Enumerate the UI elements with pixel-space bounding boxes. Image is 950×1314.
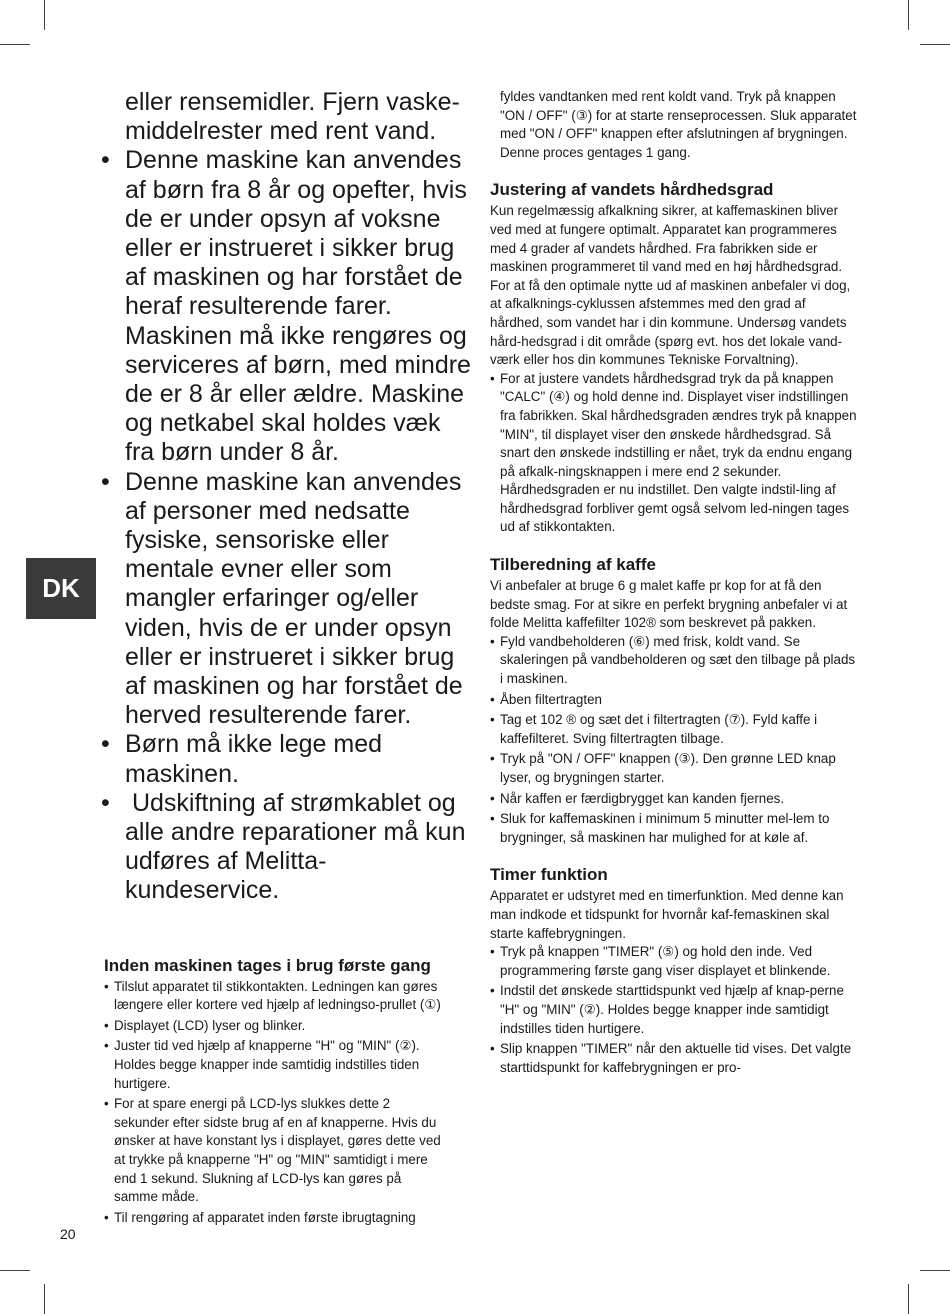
crop-mark: [44, 1284, 45, 1314]
hardness-section: [490, 180, 860, 537]
list-item: • Til rengøring af apparatet inden første ibrugtagning: [104, 1209, 444, 1228]
list-item: • Tilslut apparatet til stikkontakten. Ledningen kan gøres længere eller kortere ved hjælp af ledningso-prullet (①): [104, 978, 444, 1015]
crop-mark: [920, 1270, 950, 1271]
intro-continuation: eller rensemidler. Fjern vaskemiddelrester med rent vand.: [125, 88, 460, 146]
right-column: [490, 88, 860, 1079]
left-column: [96, 88, 476, 1229]
list-item: • For at justere vandets hårdhedsgrad tryk da på knappen "CALC" (④) og hold denne ind. Displayet viser indstillingen fra fabrikken. Skal hårdhedsgraden ændres tryk på knappen "MIN", til displayet viser den ønskede hårdhedsgrad. Så snart den ønskede indstilling er nået, tryk da endnu engang på afkalk-ningsknappen i mere end 2 sekunder. Hårdhedsgraden er nu indstillet. Den valgte indstil-ling af hårdhedsgrad forbliver gemt også selvom led-ningen tages ud af stikkontakten.: [490, 370, 860, 537]
list-item: • Juster tid ved hjælp af knapperne "H" og "MIN" (②). Holdes begge knapper inde samtidig indstilles tiden hurtigere.: [104, 1037, 444, 1093]
list-item: • Displayet (LCD) lyser og blinker.: [104, 1017, 444, 1036]
timer-list: [490, 943, 860, 1077]
list-item: • For at spare energi på LCD-lys slukkes dette 2 sekunder efter sidste brug af en af knapperne. Hvis du ønsker at have konstant lys i displayet, gøres dette ved at trykke på knapperne "H" og "MIN" samtidigt i mere end 1 sekund. Slukning af LCD-lys kan gøres på samme måde.: [104, 1095, 444, 1207]
crop-mark: [920, 44, 950, 45]
list-item: • Åben filtertragten: [490, 691, 860, 710]
language-tab: DK: [26, 558, 96, 619]
section-heading: Tilberedning af kaffe: [490, 555, 656, 575]
crop-mark: [0, 44, 30, 45]
page-number: 20: [60, 1226, 76, 1242]
crop-mark: [0, 1270, 30, 1271]
crop-mark: [908, 0, 909, 30]
list-item: • Tag et 102 ® og sæt det i filtertragten (⑦). Fyld kaffe i kaffefilteret. Sving filtertragten tilbage.: [490, 711, 860, 748]
list-item: • Tryk på knappen "TIMER" (⑤) og hold den inde. Ved programmering første gang viser displayet et blinkende.: [490, 943, 860, 980]
coffee-section: [490, 555, 860, 847]
hardness-list: [490, 370, 860, 537]
safety-item: • Børn må ikke lege med maskinen.: [96, 730, 476, 788]
crop-mark: [908, 1284, 909, 1314]
list-item: • Sluk for kaffemaskinen i minimum 5 minutter mel-lem to brygninger, så maskinen har mulighed for at køle af.: [490, 810, 860, 847]
list-item: • Når kaffen er færdigbrygget kan kanden fjernes.: [490, 790, 860, 809]
list-item: • Tryk på "ON / OFF" knappen (③). Den grønne LED knap lyser, og brygningen starter.: [490, 750, 860, 787]
first-use-list: [104, 978, 444, 1228]
safety-item: • Denne maskine kan anvendes af børn fra 8 år og opefter, hvis de er under opsyn af voksne eller er instrueret i sikker brug af maskinen og har forstået de heraf resulterende farer. Maskinen må ikke rengøres og serviceres af børn, med mindre de er 8 år eller ældre. Maskine og netkabel skal holdes væk fra børn under 8 år.: [96, 146, 476, 467]
continuation-text: fyldes vandtanken med rent koldt vand. Tryk på knappen "ON / OFF" (③) for at starte renseprocessen. Sluk apparatet med "ON / OFF" knappen efter afslutningen af brygningen. Denne proces gentages 1 gang.: [500, 89, 857, 160]
section-heading: Inden maskinen tages i brug første gang: [104, 955, 431, 975]
timer-section: [490, 865, 860, 1077]
safety-list: [96, 146, 476, 905]
list-item: • Slip knappen "TIMER" når den aktuelle tid vises. Det valgte starttidspunkt for kaffebrygningen er pro-: [490, 1040, 860, 1077]
paragraph: Kun regelmæssig afkalkning sikrer, at kaffemaskinen bliver ved med at fungere optimalt. Apparatet kan programmeres med 4 grader af vandets hårdhed. Fra fabrikken side er maskinen programmeret til vand med en høj hårdhedsgrad. For at få den optimale nytte ud af maskinen anbefaler vi dog, at afkalknings-cyklussen afstemmes med den grad af hårdhed, som vandet har i din kommune. Undersøg vandets hård-hedsgrad i dit område (spørg evt. hos det lokale vand-værk eller hos din kommunes Tekniske Forvaltning).: [490, 203, 851, 368]
list-item: • Fyld vandbeholderen (⑥) med frisk, koldt vand. Se skaleringen på vandbeholderen og sæt den tilbage på plads i maskinen.: [490, 633, 860, 689]
paragraph: Apparatet er udstyret med en timerfunktion. Med denne kan man indkode et tidspunkt for hvornår kaf-femaskinen skal starte kaffebrygningen.: [490, 888, 844, 941]
first-use-section: [104, 956, 444, 1228]
crop-mark: [44, 0, 45, 30]
coffee-list: [490, 633, 860, 848]
safety-item: • Udskiftning af strømkablet og alle andre reparationer må kun udføres af Melitta-kundeservice.: [96, 789, 476, 906]
safety-item: • Denne maskine kan anvendes af personer med nedsatte fysiske, sensoriske eller mentale evner eller som mangler erfaringer og/eller viden, hvis de er under opsyn eller er instrueret i sikker brug af maskinen og har forstået de herved resulterende farer.: [96, 468, 476, 731]
list-item: • Indstil det ønskede starttidspunkt ved hjælp af knap-perne "H" og "MIN" (②). Holdes begge knapper inde samtidigt indstilles tiden hurtigere.: [490, 982, 860, 1038]
paragraph: Vi anbefaler at bruge 6 g malet kaffe pr kop for at få den bedste smag. For at sikre en perfekt brygning anbefaler vi at folde Melitta kaffefilter 102® som beskrevet på pakken.: [490, 578, 848, 631]
section-heading: Justering af vandets hårdhedsgrad: [490, 180, 774, 200]
section-heading: Timer funktion: [490, 865, 608, 885]
